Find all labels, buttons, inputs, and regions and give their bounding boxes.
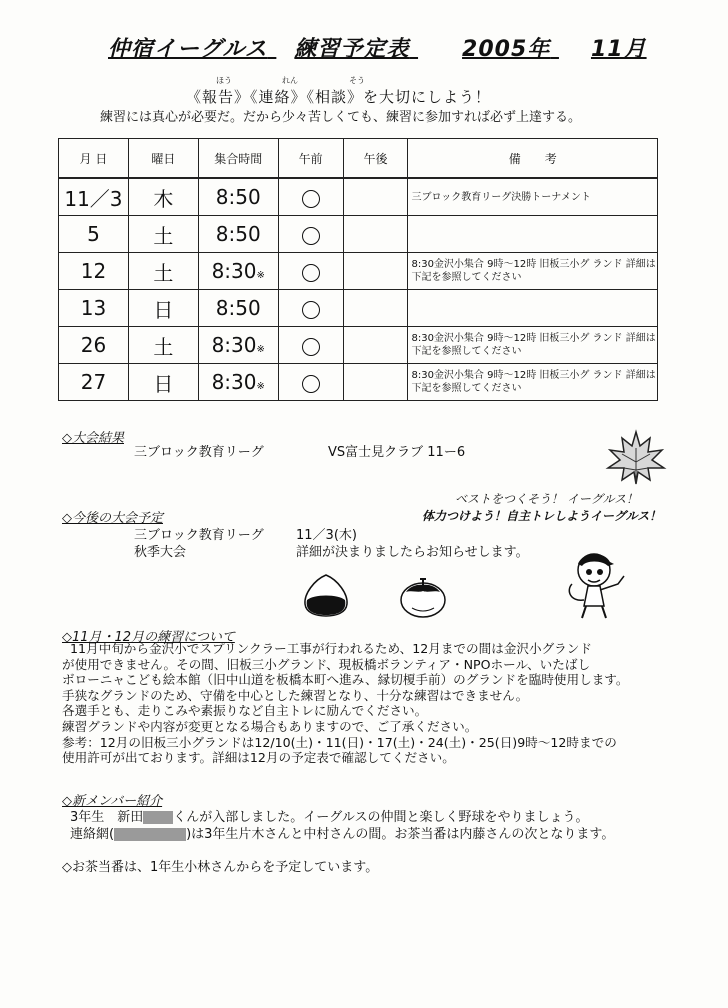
- row-time: [198, 216, 278, 253]
- row-am: [278, 364, 343, 401]
- col-date: 月 日: [59, 139, 129, 179]
- cheer-line-2: 体力つけよう！自主トレしようイーグルス！: [422, 509, 662, 523]
- row-am: [278, 216, 343, 253]
- table-row: [59, 327, 658, 364]
- row-pm: [343, 178, 408, 216]
- attend-circle-icon: [302, 375, 320, 393]
- members-line-2: [70, 823, 614, 842]
- tea-duty: ◇お茶当番は、1年生小林さんからを予定しています。: [62, 860, 379, 875]
- row-date: 13: [59, 290, 129, 327]
- schedule-table: [58, 138, 658, 401]
- row-time: [198, 178, 278, 216]
- row-note: 8:30金沢小集合 9時～12時 旧板三小グ ランド 詳細は下記を参照してください: [408, 327, 658, 364]
- col-am: 午前: [278, 139, 343, 179]
- table-row: [59, 364, 658, 401]
- members-line-1-start: 3年生 新田: [70, 810, 144, 825]
- row-time: [198, 327, 278, 364]
- maple-leaf-icon: [604, 428, 668, 488]
- results-league: 三ブロック教育リーグ: [134, 445, 264, 460]
- attend-circle-icon: [302, 190, 320, 208]
- row-date: 12: [59, 253, 129, 290]
- practice-line: 参考：12月の旧板三小グランドは12/10(土)・11(日)・17(土)・24(土)・25(日)9時～12時までの: [62, 734, 617, 750]
- title-year: 2005年: [462, 37, 551, 62]
- upcoming-event2-note: 詳細が決まりましたらお知らせします。: [296, 545, 529, 560]
- time-mark: ※: [256, 381, 265, 392]
- time-mark: ※: [256, 270, 265, 281]
- ruby-hou: ほう: [216, 76, 232, 85]
- redacted-contact: [114, 828, 186, 841]
- row-day: 土: [128, 327, 198, 364]
- cheer-line-1: ベストをつくそう！ イーグルス！: [455, 492, 639, 506]
- time-value: 8:50: [215, 185, 261, 209]
- row-am: [278, 253, 343, 290]
- practice-line: 11月中旬から金沢小でスプリンクラー工事が行われるため、12月までの間は金沢小グランド: [70, 641, 592, 656]
- row-date: 26: [59, 327, 129, 364]
- row-pm: [343, 327, 408, 364]
- time-value: 8:30: [211, 259, 257, 283]
- attend-circle-icon: [302, 301, 320, 319]
- lead-text: 練習には真心が必要だ。だから少々苦しくても、練習に参加すれば必ず上達する。: [100, 110, 582, 125]
- practice-line: 手狭なグランドのため、守備を中心とした練習となり、十分な練習はできません。: [62, 687, 529, 703]
- results-heading: ◇大会結果: [62, 431, 124, 446]
- time-value: 8:50: [215, 296, 261, 320]
- col-pm: 午後: [343, 139, 408, 179]
- chestnut-icon: [302, 572, 350, 618]
- table-row: [59, 216, 658, 253]
- practice-heading: ◇11月・12月の練習について: [62, 630, 235, 645]
- row-date: 5: [59, 216, 129, 253]
- row-day: 日: [128, 364, 198, 401]
- table-row: [59, 290, 658, 327]
- attend-circle-icon: [302, 227, 320, 245]
- row-note: [408, 290, 658, 327]
- time-value: 8:30: [211, 333, 257, 357]
- practice-line: が使用できません。その間、旧板三小グランド、現板橋ボランティア・NPOホール、いたばし: [62, 656, 591, 672]
- row-am: [278, 327, 343, 364]
- table-row: [59, 178, 658, 216]
- row-pm: [343, 290, 408, 327]
- practice-line: 使用許可が出ております。詳細は12月の予定表で確認してください。: [62, 750, 455, 766]
- row-day: 木: [128, 178, 198, 216]
- row-day: 土: [128, 253, 198, 290]
- practice-line: 各選手とも、走りこみや素振りなど自主トレに励んでください。: [62, 703, 428, 719]
- attend-circle-icon: [302, 264, 320, 282]
- schedule-header-row: [59, 139, 658, 179]
- col-day: 曜日: [128, 139, 198, 179]
- row-pm: [343, 364, 408, 401]
- upcoming-heading: ◇今後の大会予定: [62, 511, 163, 526]
- row-time: [198, 290, 278, 327]
- ruby-sou: そう: [349, 76, 365, 85]
- attend-circle-icon: [302, 338, 320, 356]
- motto-text: 《報告》《連絡》《相談》を大切にしよう！: [186, 88, 492, 106]
- mascot-icon: [558, 540, 644, 622]
- row-note: [408, 216, 658, 253]
- row-pm: [343, 253, 408, 290]
- results-match: VS富士見クラブ 11ー6: [328, 445, 466, 460]
- upcoming-event1-date: 11／3(木): [296, 528, 357, 543]
- title-month: 11月: [590, 37, 647, 62]
- col-note: 備 考: [408, 139, 658, 179]
- practice-body: [62, 641, 628, 766]
- members-line-2-start: 連絡網(: [70, 827, 115, 842]
- upcoming-event2: 秋季大会: [134, 545, 187, 560]
- practice-line: 練習グランドや内容が変更となる場合もありますので、ご了承ください。: [62, 718, 478, 734]
- doc-name: 練習予定表: [294, 37, 410, 62]
- row-time: [198, 253, 278, 290]
- practice-line: ボローニャこども絵本館（旧中山道を板橋本町へ進み、縁切榎手前）のグランドを臨時使用します。: [62, 672, 629, 688]
- row-date: 27: [59, 364, 129, 401]
- row-note: 8:30金沢小集合 9時～12時 旧板三小グ ランド 詳細は下記を参照してください: [408, 253, 658, 290]
- row-day: 土: [128, 216, 198, 253]
- time-mark: ※: [256, 344, 265, 355]
- page-title: [108, 32, 647, 63]
- upcoming-event1: 三ブロック教育リーグ: [134, 528, 264, 543]
- col-time: 集合時間: [198, 139, 278, 179]
- members-line-1-end: くんが入部しました。イーグルスの仲間と楽しく野球をやりましょう。: [173, 810, 589, 825]
- persimmon-icon: [398, 574, 448, 620]
- time-value: 8:50: [215, 222, 261, 246]
- row-date: 11／3: [59, 178, 129, 216]
- time-value: 8:30: [211, 370, 257, 394]
- row-am: [278, 178, 343, 216]
- row-time: [198, 364, 278, 401]
- members-heading: ◇新メンバー紹介: [62, 794, 163, 809]
- row-note: 三ブロック教育リーグ決勝トーナメント: [408, 178, 658, 216]
- row-day: 日: [128, 290, 198, 327]
- members-line-2-end: )は3年生片木さんと中村さんの間。お茶当番は内藤さんの次となります。: [186, 827, 615, 842]
- row-note: 8:30金沢小集合 9時～12時 旧板三小グ ランド 詳細は下記を参照してください: [408, 364, 658, 401]
- ruby-ren: れん: [282, 76, 298, 85]
- team-name: 仲宿イーグルス: [108, 37, 268, 62]
- row-am: [278, 290, 343, 327]
- row-pm: [343, 216, 408, 253]
- table-row: [59, 253, 658, 290]
